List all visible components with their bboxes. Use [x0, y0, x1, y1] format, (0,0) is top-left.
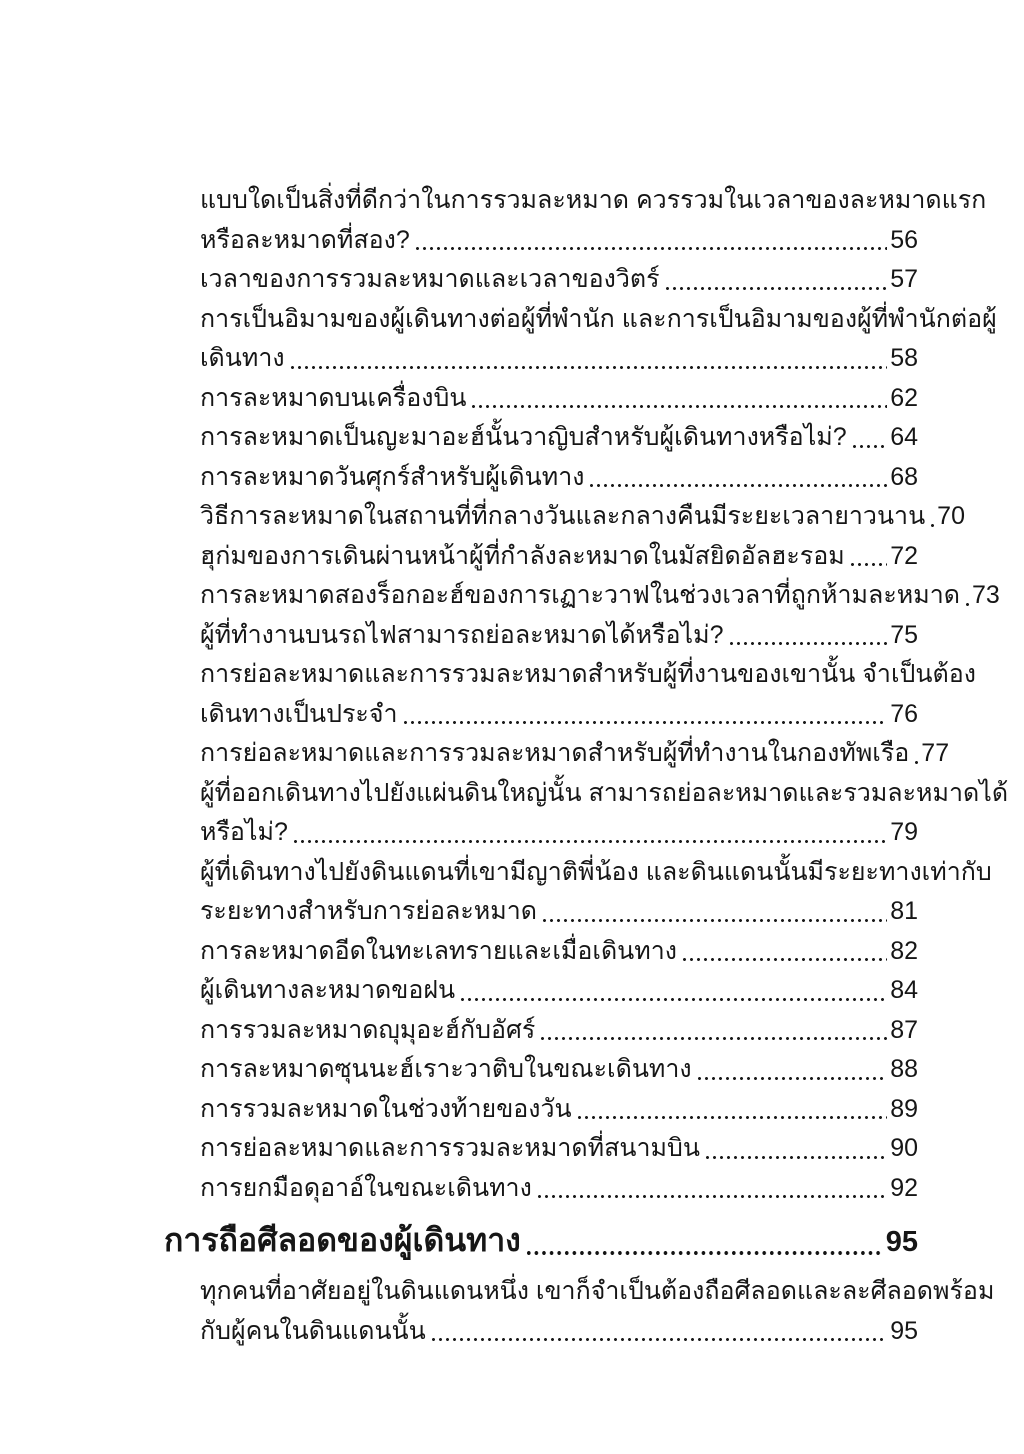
dot-leader — [410, 221, 890, 261]
dot-leader — [845, 537, 890, 577]
toc-entry-text: การย่อละหมาดและการรวมละหมาดสำหรับผู้ที่ทำงานในกองทัพเรือ — [200, 739, 910, 767]
toc-entry-text: การย่อละหมาดและการรวมละหมาดสำหรับผู้ที่งานของเขานั้น จำเป็นต้อง — [200, 660, 976, 688]
page-number: 62 — [890, 383, 918, 412]
toc-entry-text: การละหมาดบนเครื่องบิน — [200, 383, 467, 412]
toc-entry — [200, 853, 992, 932]
toc-entry — [200, 537, 918, 577]
dot-leader — [466, 379, 890, 419]
page-number: 90 — [890, 1134, 918, 1162]
page-number: 95 — [885, 1226, 918, 1258]
dot-leader — [700, 1129, 890, 1169]
dot-leader — [521, 1214, 886, 1268]
dot-leader — [288, 813, 890, 853]
toc-entry-text: แบบใดเป็นสิ่งที่ดีกว่าในการรวมละหมาด ควรรวมในเวลาของละหมาดแรก — [200, 186, 987, 214]
dot-leader — [398, 695, 891, 735]
dot-leader — [572, 1090, 891, 1130]
dot-leader — [426, 1312, 890, 1352]
page-number: 68 — [890, 462, 918, 491]
toc-entry-text: วิธีการละหมาดในสถานที่ที่กลางวันและกลางคืนมีระยะเวลายาวนาน — [200, 502, 926, 530]
toc-entry — [200, 1169, 918, 1209]
dot-leader — [535, 1011, 890, 1051]
toc-entry — [200, 734, 950, 774]
dot-leader — [925, 497, 937, 537]
page-number: 72 — [890, 541, 918, 570]
toc-entry-text: การรวมละหมาดญุมุอะฮ์กับอัศร์ — [200, 1015, 536, 1044]
page-number: 95 — [890, 1316, 918, 1345]
toc-entry — [200, 260, 918, 300]
toc-entry — [200, 1050, 918, 1090]
dot-leader — [532, 1169, 890, 1209]
toc-entry — [200, 418, 918, 458]
toc-entry-text: การละหมาดอีดในทะเลทรายและเมื่อเดินทาง — [200, 936, 677, 965]
dot-leader — [537, 892, 890, 932]
toc-entry-text: ผู้ที่ทำงานบนรถไฟสามารถย่อละหมาดได้หรือไม่? — [200, 620, 724, 649]
page-number: 81 — [890, 897, 918, 925]
page-number: 82 — [890, 936, 918, 965]
dot-leader — [455, 971, 890, 1011]
dot-leader — [909, 734, 921, 774]
toc-entry-text: ผู้เดินทางละหมาดขอฝน — [200, 976, 456, 1004]
toc-entry-text: เวลาของการรวมละหมาดและเวลาของวิตร์ — [200, 265, 660, 293]
toc-entry-text: การละหมาดวันศุกร์สำหรับผู้เดินทาง — [200, 462, 585, 491]
section-heading-title: การถือศีลอดของผู้เดินทาง — [164, 1222, 521, 1258]
toc-entry-text: การละหมาดสองร็อกอะฮ์ของการเฏาะวาฟในช่วงเวลาที่ถูกห้ามละหมาด — [200, 581, 961, 609]
toc-entry — [200, 971, 918, 1011]
page-number: 92 — [890, 1173, 918, 1202]
toc-entry — [200, 300, 997, 379]
dot-leader — [285, 339, 891, 379]
toc-entry-text: หรือไม่? — [200, 818, 288, 846]
toc-entry-text: ผู้ที่ออกเดินทางไปยังแผ่นดินใหญ่นั้น สามารถย่อละหมาดและรวมละหมาดได้ — [200, 778, 1009, 807]
page-number: 57 — [890, 265, 918, 293]
dot-leader — [847, 418, 891, 458]
page-number: 73 — [972, 581, 1000, 609]
toc-entry-text: เดินทางเป็นประจำ — [200, 699, 398, 728]
dot-leader — [692, 1050, 891, 1090]
toc-entry — [200, 655, 976, 734]
toc-entry-text: หรือละหมาดที่สอง? — [200, 225, 410, 254]
toc-entry — [200, 458, 918, 498]
section-entries — [200, 1272, 995, 1351]
dot-leader — [584, 458, 890, 498]
page-number: 76 — [890, 699, 918, 728]
toc-entry-text: การย่อละหมาดและการรวมละหมาดที่สนามบิน — [200, 1134, 700, 1162]
toc-entry — [200, 1129, 918, 1169]
section-heading — [164, 1214, 918, 1268]
page-number: 64 — [890, 423, 918, 451]
table-of-contents — [164, 181, 1009, 1351]
toc-entry-text: กับผู้คนในดินแดนนั้น — [200, 1316, 426, 1345]
page-number: 88 — [890, 1055, 918, 1083]
toc-entry — [200, 1090, 918, 1130]
toc-entry-text: ทุกคนที่อาศัยอยู่ในดินแดนหนึ่ง เขาก็จำเป็นต้องถือศีลอดและละศีลอดพร้อม — [200, 1277, 995, 1305]
toc-entry — [200, 181, 987, 260]
dot-leader — [960, 576, 972, 616]
page-number: 79 — [890, 818, 918, 846]
toc-entry-text: ฮุก่มของการเดินผ่านหน้าผู้ที่กำลังละหมาดในมัสยิดอัลฮะรอม — [200, 541, 845, 570]
toc-entry-text: เดินทาง — [200, 344, 285, 372]
toc-entry-text: ระยะทางสำหรับการย่อละหมาด — [200, 897, 537, 925]
dot-leader — [677, 932, 890, 972]
toc-entry — [200, 1272, 995, 1351]
dot-leader — [724, 616, 891, 656]
page-number: 75 — [890, 620, 918, 649]
toc-entry-text: การละหมาดเป็นญะมาอะฮ์นั้นวาญิบสำหรับผู้เดินทางหรือไม่? — [200, 423, 847, 451]
toc-entry — [200, 774, 1009, 853]
toc-entry — [200, 379, 918, 419]
page-number: 89 — [890, 1094, 918, 1123]
toc-entry-text: การรวมละหมาดในช่วงท้ายของวัน — [200, 1094, 572, 1123]
toc-entry-text: การยกมือดุอาอ์ในขณะเดินทาง — [200, 1173, 532, 1202]
dot-leader — [660, 260, 891, 300]
page-number: 70 — [937, 502, 965, 530]
toc-entry-text: การละหมาดซุนนะฮ์เราะวาติบในขณะเดินทาง — [200, 1055, 692, 1083]
toc-entry-text: การเป็นอิมามของผู้เดินทางต่อผู้ที่พำนัก และการเป็นอิมามของผู้ที่พำนักต่อผู้ — [200, 304, 997, 333]
toc-entry — [200, 1011, 918, 1051]
page-number: 87 — [890, 1015, 918, 1044]
toc-entry-text: ผู้ที่เดินทางไปยังดินแดนที่เขามีญาติพี่น้อง และดินแดนนั้นมีระยะทางเท่ากับ — [200, 857, 992, 886]
toc-entry — [200, 497, 965, 537]
toc-entry — [200, 932, 918, 972]
page-number: 58 — [890, 344, 918, 372]
toc-entry — [200, 576, 1000, 616]
page-number: 56 — [890, 225, 918, 254]
page-number: 77 — [921, 739, 950, 767]
toc-entry — [200, 616, 918, 656]
page-number: 84 — [890, 976, 918, 1004]
